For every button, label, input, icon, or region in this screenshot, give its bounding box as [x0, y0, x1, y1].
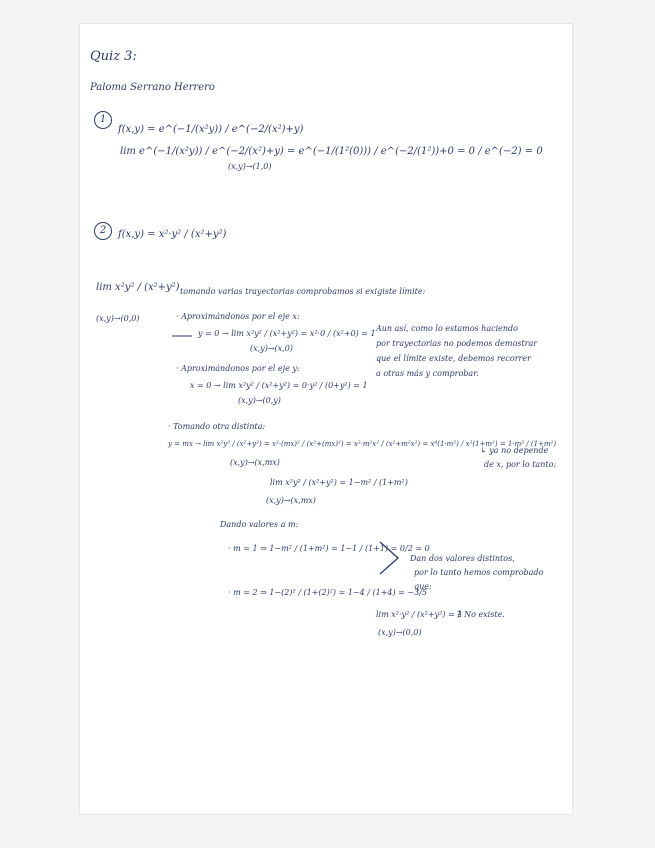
note-line: a otras más y comprobar.: [376, 369, 479, 378]
exercise-2-intro: tomando varias trayectorias comprobamos si exigiste límite:: [180, 287, 426, 296]
approach-y-equation: x = 0 → lim x²y² / (x²+y²) = 0·y² / (0+y²) = 1: [190, 381, 368, 390]
depends-note-line: de x, por lo tanto:: [484, 460, 557, 469]
other-path-equation: y = mx → lim x²y² / (x²+y²) = x²·(mx)² / (x²+(mx)²) = x²·m²x² / (x²+m²x²) = x⁴(1·m²) / x²(1+m²) = 1·m² / (1+m²): [168, 440, 557, 448]
exercise-1-number: 1: [94, 111, 112, 129]
note-line: por trayectorias no podemos demostrar: [376, 339, 538, 348]
values-label: Dando valores a m:: [220, 520, 299, 529]
approach-x-point: (x,y)→(x,0): [250, 344, 293, 353]
quiz-title: Quiz 3:: [90, 49, 137, 64]
exercise-2-number: 2: [94, 222, 112, 240]
note-line: que el límite existe, debemos recorrer: [376, 354, 531, 363]
approach-y-label: · Aproximándonos por el eje y:: [176, 364, 300, 373]
exercise-1-limit-point: (x,y)→(1,0): [228, 162, 272, 171]
exercise-2-function: f(x,y) = x²·y² / (x²+y²): [118, 229, 227, 240]
depends-note-line: ↳ ya no depende: [480, 446, 549, 455]
final-limit: lim x²·y² / (x²+y²) = ∄ No existe.: [376, 610, 505, 619]
note-line: Aun así, como lo estamos haciendo: [376, 324, 518, 333]
approach-x-label: · Aproximándonos por el eje x:: [176, 312, 300, 321]
exercise-1-function: f(x,y) = e^(−1/(x²y)) / e^(−2/(x²)+y): [118, 124, 304, 135]
m-equals-2: · m = 2 ⇒ 1−(2)² / (1+(2)²) = 1−4 / (1+4) = −3/5: [228, 588, 427, 597]
pen-strokes: [80, 24, 572, 814]
scanned-paper-page: [80, 24, 572, 814]
approach-y-point: (x,y)→(0,y): [238, 396, 281, 405]
conclusion-line: que:: [414, 582, 432, 591]
other-path-point: (x,y)→(x,mx): [230, 458, 280, 467]
author-name: Paloma Serrano Herrero: [90, 82, 215, 93]
final-limit-point: (x,y)→(0,0): [378, 628, 422, 637]
exercise-2-limit-point: (x,y)→(0,0): [96, 314, 140, 323]
other-path-label: · Tomando otra distinta:: [168, 422, 266, 431]
m-equals-1: · m = 1 ⇒ 1−m² / (1+m²) = 1−1 / (1+1) = 0/2 = 0: [228, 544, 430, 553]
approach-x-equation: y = 0 → lim x²y² / (x²+y²) = x²·0 / (x²+0) = 1: [198, 329, 376, 338]
exercise-1-limit: lim e^(−1/(x²y)) / e^(−2/(x²)+y) = e^(−1/(1²(0))) / e^(−2/(1²))+0 = 0 / e^(−2) = 0: [120, 146, 543, 157]
conclusion-line: Dan dos valores distintos,: [410, 554, 515, 563]
conclusion-brace: [380, 542, 398, 574]
limit-in-m-point: (x,y)→(x,mx): [266, 496, 316, 505]
conclusion-line: por lo tanto hemos comprobado: [414, 568, 544, 577]
exercise-2-limit-expr: lim x²y² / (x²+y²): [96, 282, 180, 293]
limit-in-m: lim x²y² / (x²+y²) = 1−m² / (1+m²): [270, 478, 408, 487]
